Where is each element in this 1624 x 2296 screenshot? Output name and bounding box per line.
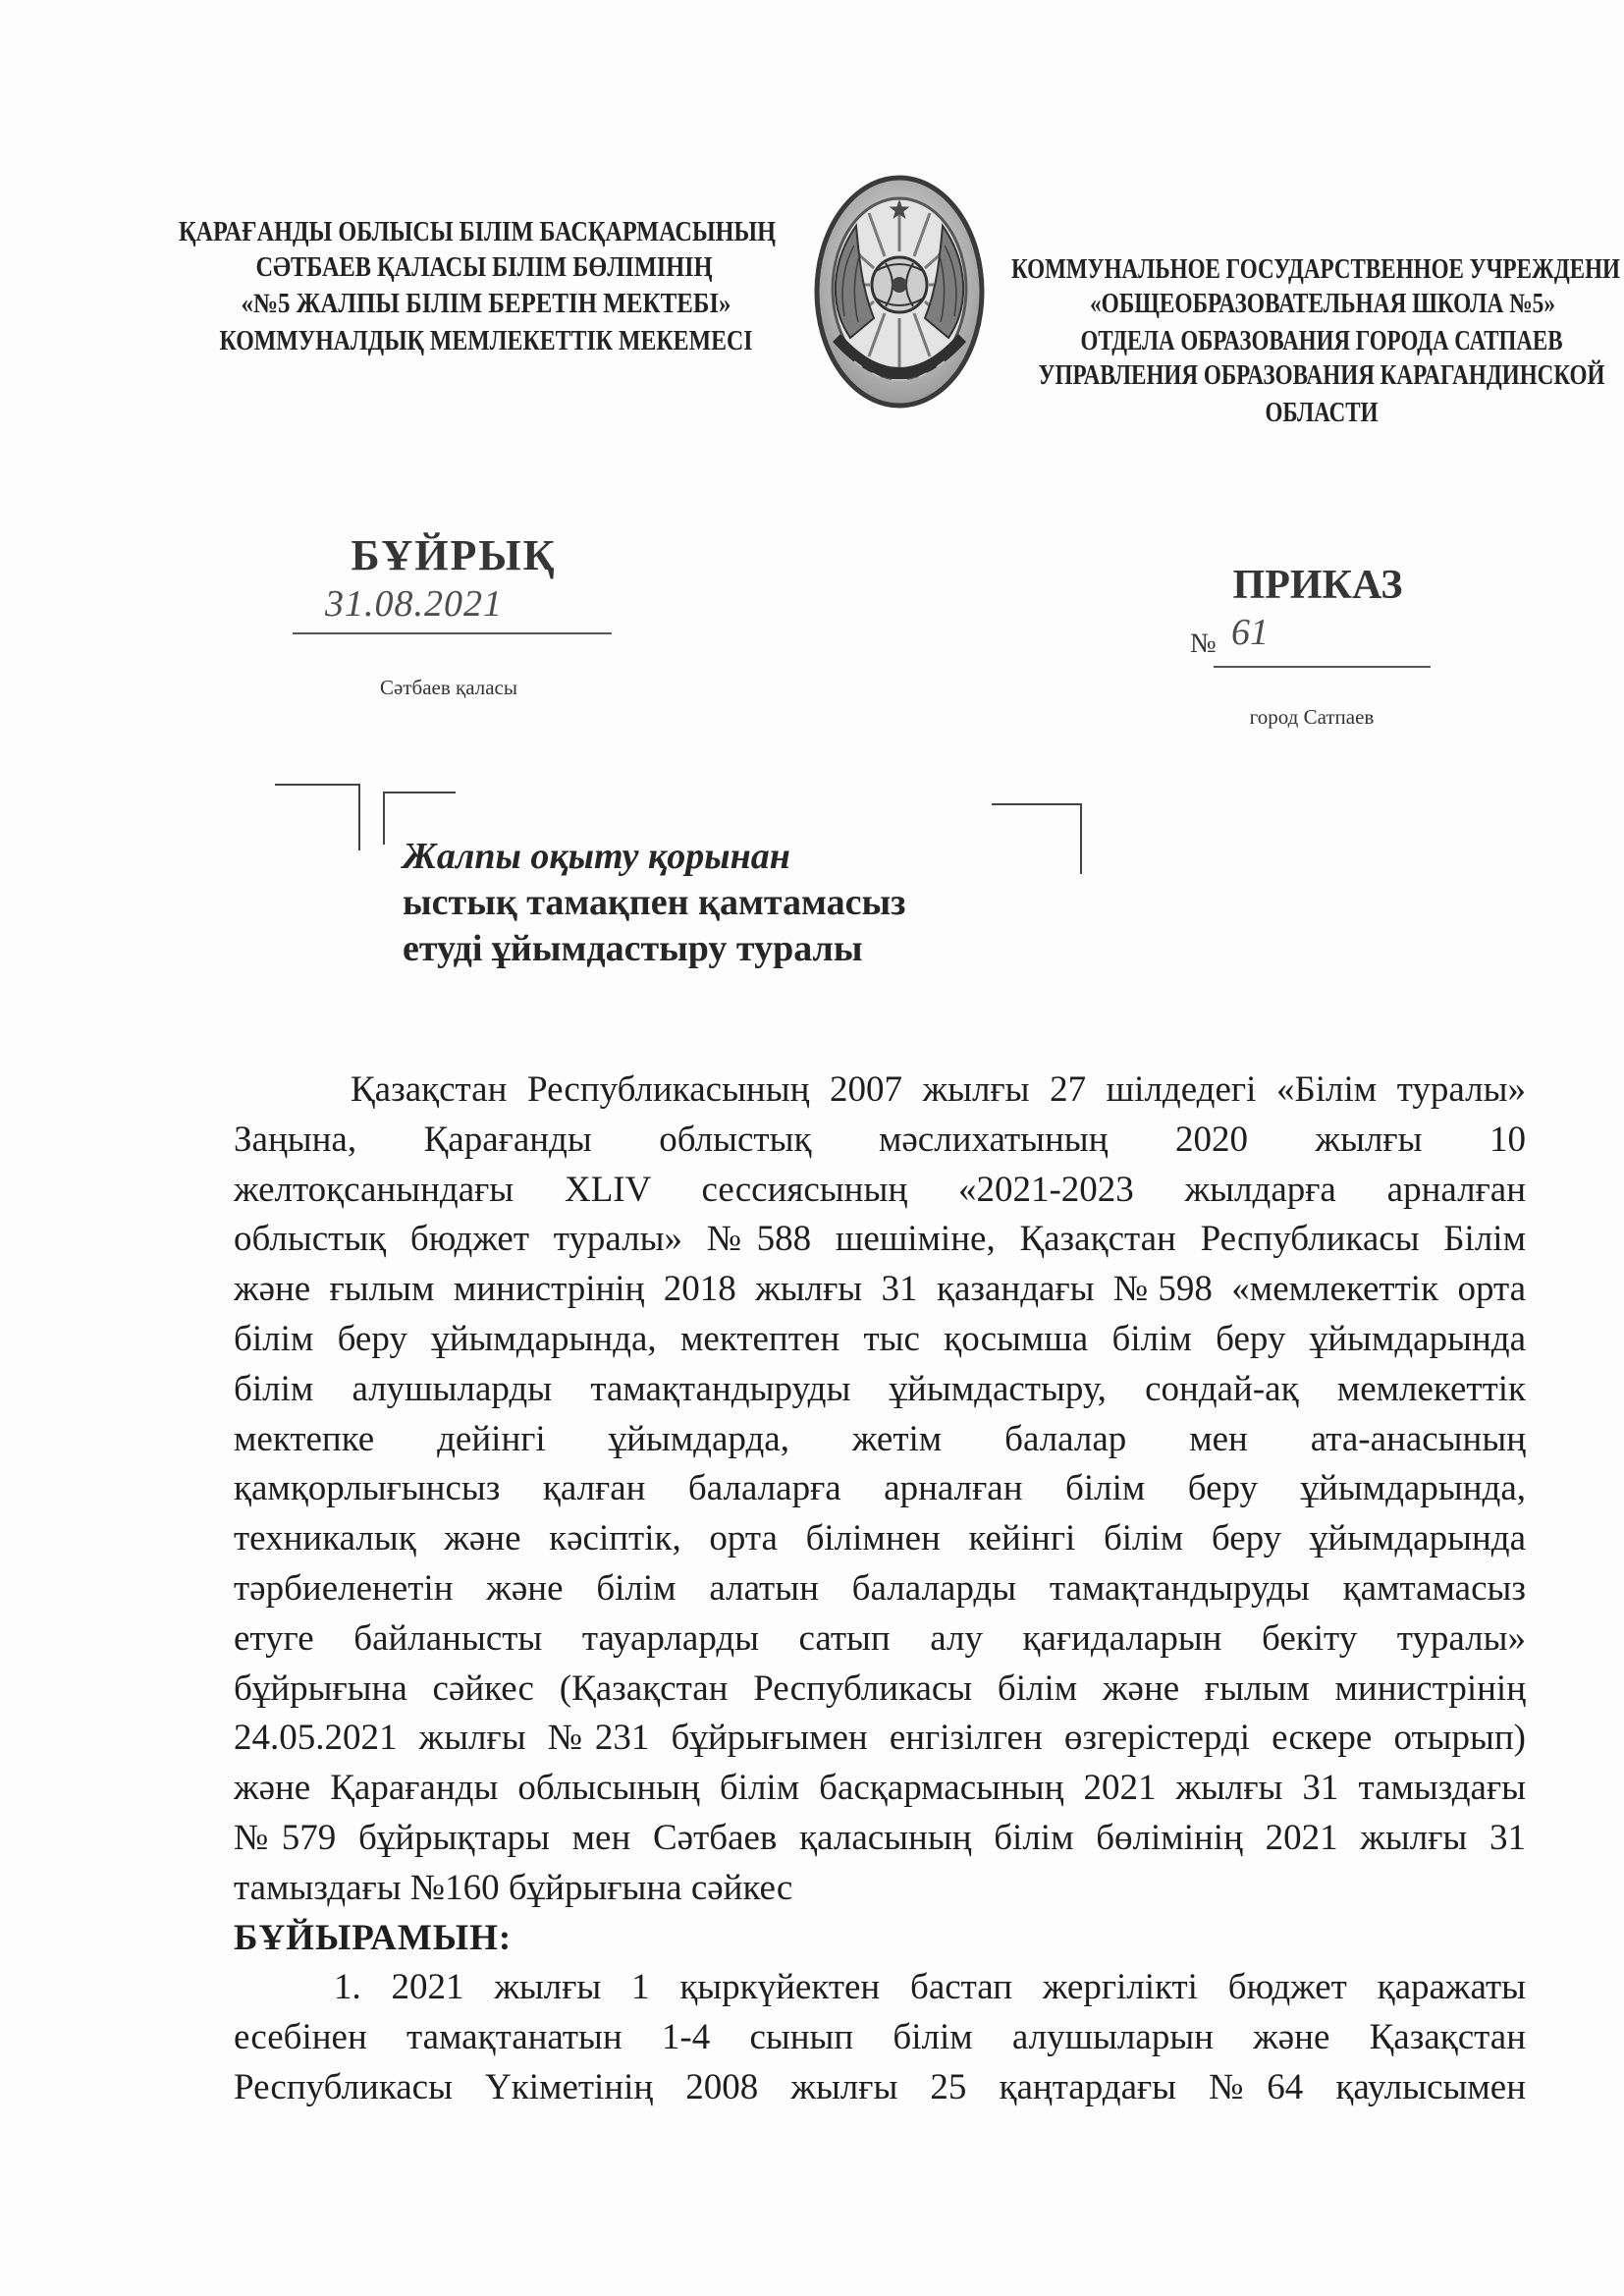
body-line: Республикасы Үкіметінің 2008 жылғы 25 қаңтардағы №64 қаулысымен — [234, 2066, 1526, 2107]
header-left-line: ҚАРАҒАНДЫ ОБЛЫСЫ БІЛІМ БАСҚАРМАСЫНЫҢ — [179, 217, 777, 247]
body-line: және Қарағанды облысының білім басқармасының 2021 жылғы 31 тамыздағы — [234, 1768, 1526, 1809]
header-left-kz — [147, 206, 835, 363]
body-line: тәрбиеленетін және білім алатын балаларды тамақтандыруды қамтамасыз — [234, 1567, 1526, 1609]
header-left-line: СӘТБАЕВ ҚАЛАСЫ БІЛІМ БӨЛІМІНІҢ — [255, 252, 713, 283]
body-line: қамқорлығынсыз қалған балаларға арналған білім беру ұйымдарында, — [234, 1468, 1526, 1509]
city-ru: город Сатпаев — [1249, 705, 1375, 729]
subject-line: ыстық тамақпен қамтамасыз — [403, 882, 906, 923]
body-line: есебінен тамақтанатын 1-4 сынып білім алушыларын және Қазақстан — [234, 2017, 1526, 2058]
body-line: білім алушыларды тамақтандыруды ұйымдастыру, сондай-ақ мемлекеттік — [234, 1368, 1526, 1409]
header-left-line: «№5 ЖАЛПЫ БІЛІМ БЕРЕТІН МЕКТЕБІ» — [241, 289, 731, 319]
body-line: №579 бұйрықтары мен Сәтбаев қаласының білім бөлімінің 2021 жылғы 31 — [234, 1817, 1526, 1858]
body-line: етуге байланысты тауарларды сатып алу қағидаларын бекіту туралы» — [234, 1617, 1526, 1659]
subject-line: етуді ұйымдастыру туралы — [403, 928, 863, 969]
order-number-handwritten: 61 — [1231, 612, 1269, 653]
body-line: бұйрығына сәйкес (Қазақстан Республикасы білім және ғылым министрінің — [234, 1667, 1526, 1709]
header-right-ru — [982, 236, 1624, 432]
city-kz: Сәтбаев қаласы — [380, 676, 517, 699]
corner-mark — [275, 784, 360, 850]
body-line: тамыздағы №160 бұйрығына сәйкес — [234, 1867, 793, 1908]
order-title-ru: ПРИКАЗ — [1232, 563, 1403, 608]
order-body — [234, 1066, 1526, 2113]
body-line: мектепке дейінгі ұйымдарда, жетім балалар мен ата-анасының — [234, 1418, 1526, 1459]
body-line: Заңына, Қарағанды облыстық мәслихатының 2020 жылғы 10 — [234, 1119, 1526, 1160]
body-line: және ғылым министрінің 2018 жылғы 31 қазандағы №598 «мемлекеттік орта — [234, 1269, 1526, 1310]
state-emblem-icon — [811, 169, 988, 414]
body-line: 1. 2021 жылғы 1 қыркүйектен бастап жергілікті бюджет қаражаты — [334, 1967, 1526, 2008]
corner-mark — [992, 803, 1082, 874]
subject-line: Жалпы оқыту қорынан — [403, 836, 790, 877]
header-right-line: УПРАВЛЕНИЯ ОБРАЗОВАНИЯ КАРАГАНДИНСКОЙ — [1038, 360, 1605, 391]
header-right-line: КОММУНАЛЬНОЕ ГОСУДАРСТВЕННОЕ УЧРЕЖДЕНИ — [1011, 254, 1621, 285]
order-number-sign: № — [1190, 629, 1217, 659]
body-line: Қазақстан Республикасының 2007 жылғы 27 шілдедегі «Білім туралы» — [351, 1069, 1526, 1110]
header-right-line: ОБЛАСТИ — [1265, 398, 1379, 428]
header-right-line: «ОБЩЕОБРАЗОВАТЕЛЬНАЯ ШКОЛА №5» — [1090, 289, 1555, 319]
order-command: БҰЙЫРАМЫН: — [234, 1917, 513, 1958]
body-line: облыстық бюджет туралы» №588 шешіміне, Қазақстан Республикасы Білім — [234, 1219, 1526, 1260]
header-left-line: КОММУНАЛДЫҚ МЕМЛЕКЕТТІК МЕКЕМЕСІ — [219, 326, 753, 356]
body-line: желтоқсанындағы XLIV сессиясының «2021-2023 жылдарға арналған — [234, 1169, 1526, 1210]
number-underline — [1214, 666, 1431, 668]
header-right-line: ОТДЕЛА ОБРАЗОВАНИЯ ГОРОДА САТПАЕВ — [1080, 326, 1563, 356]
date-underline — [293, 632, 612, 634]
body-line: білім беру ұйымдарында, мектептен тыс қосымша білім беру ұйымдарында — [234, 1318, 1526, 1359]
order-date-handwritten: 31.08.2021 — [325, 583, 503, 625]
body-line: 24.05.2021 жылғы №231 бұйрығымен енгізілген өзгерістерді ескере отырып) — [234, 1718, 1526, 1759]
order-title-kz: БҰЙРЫҚ — [351, 531, 557, 579]
body-line: техникалық және кәсіптік, орта білімнен кейінгі білім беру ұйымдарында — [234, 1518, 1526, 1559]
order-subject — [403, 834, 905, 972]
